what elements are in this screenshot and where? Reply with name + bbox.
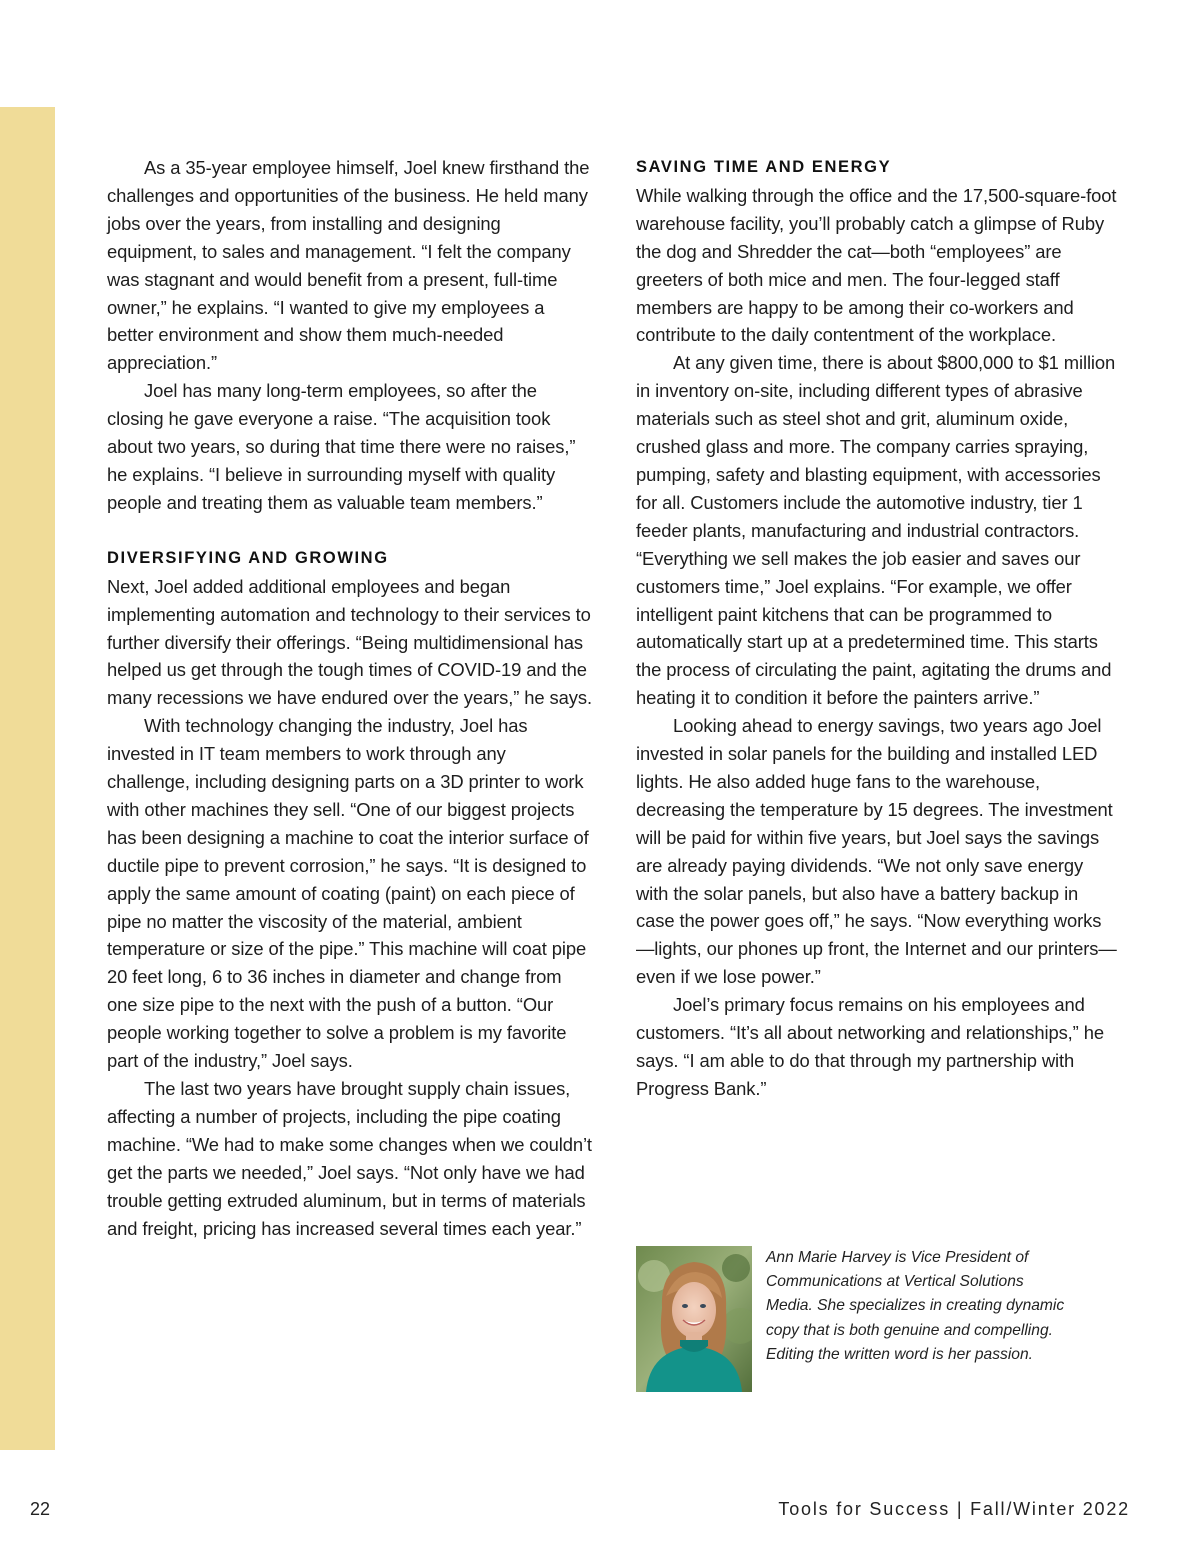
section-heading-diversifying: DIVERSIFYING AND GROWING: [107, 548, 389, 567]
left-paragraph-1: As a 35-year employee himself, Joel knew firsthand the challenges and opportunities of the business. He held many jobs over the years, from installing and designing equipment, to sales and management. “I felt the company was stagnant and would benefit from a present, full-time owner,” he explains. “I wanted to give my employees a better environment and show them much-needed appreciation.”: [107, 157, 590, 374]
right-paragraph-2: At any given time, there is about $800,000 to $1 million in inventory on-site, including different types of abrasive materials such as steel shot and grit, aluminum oxide, crushed glass and more. The company carries spraying, pumping, safety and blasting equipment, with accessories for all. Customers include the automotive industry, tier 1 feeder plants, manufacturing and industrial contractors. “Everything we sell makes the job easier and saves our customers time,” Joel explains. “For example, we offer intelligent paint kitchens that can be programmed to automatically start up at a predetermined time. This starts the process of circulating the paint, agitating the drums and heating it to condition it before the painters arrive.”: [636, 352, 1116, 709]
right-paragraph-1: While walking through the office and the 17,500-square-foot warehouse facility, you’ll probably catch a glimpse of Ruby the dog and Shredder the cat—both “employees” are greeters of both mice and men. The four-legged staff members are happy to be among their co-workers and contribute to the daily contentment of the workplace.: [636, 184, 1117, 346]
author-bio: [636, 1246, 1116, 1392]
page-number: 22: [30, 1499, 51, 1519]
section-heading-saving: SAVING TIME AND ENERGY: [636, 158, 892, 176]
right-paragraph-4: Joel’s primary focus remains on his employees and customers. “It’s all about networking and relationships,” he says. “I am able to do that through my partnership with Progress Bank.”: [636, 994, 1104, 1099]
publication-footer: Tools for Success | Fall/Winter 2022: [778, 1499, 1130, 1519]
left-paragraph-2: Joel has many long-term employees, so after the closing he gave everyone a raise. “The acquisition took about two years, so during that time there were no raises,” he explains. “I believe in surrounding myself with quality people and treating them as valuable team members.”: [107, 380, 576, 513]
right-paragraph-3: Looking ahead to energy savings, two years ago Joel invested in solar panels for the building and installed LED lights. He also added huge fans to the warehouse, decreasing the temperature by 15 degrees. The investment will be paid for within five years, but Joel says the savings are already paying dividends. “We not only save energy with the solar panels, but also have a battery backup in case the power goes off,” he says. “Now everything works—lights, our phones up front, the Internet and our printers—even if we lose power.”: [636, 715, 1117, 988]
right-column: [636, 154, 1118, 1103]
left-paragraph-4: With technology changing the industry, Joel has invested in IT team members to work through any challenge, including designing parts on a 3D printer to work with other machines they sell. “One of our biggest projects has been designing a machine to coat the interior surface of ductile pipe to prevent corrosion,” he says. “It is designed to apply the same amount of coating (paint) on each piece of pipe no matter the viscosity of the material, ambient temperature or size of the pipe.” This machine will coat pipe 20 feet long, 6 to 36 inches in diameter and change from one size pipe to the next with the push of a button. “Our people working together to solve a problem is my favorite part of the industry,” Joel says.: [107, 715, 589, 1072]
left-paragraph-3: Next, Joel added additional employees and began implementing automation and technology to their services to further diversify their offerings. “Being multidimensional has helped us get through the tough times of COVID-19 and the many recessions we have endured over the years,” he says.: [107, 575, 592, 709]
author-photo: [636, 1246, 752, 1392]
decorative-side-bar: [0, 107, 55, 1450]
left-column: [107, 154, 592, 1242]
author-bio-text: Ann Marie Harvey is Vice President of Communications at Vertical Solutions Media. She specializes in creating dynamic copy that is both genuine and compelling. Editing the written word is her passion.: [766, 1249, 1065, 1363]
left-paragraph-5: The last two years have brought supply chain issues, affecting a number of projects, including the pipe coating machine. “We had to make some changes when we couldn’t get the parts we needed,” Joel says. “Not only have we had trouble getting extruded aluminum, but in terms of materials and freight, pricing has increased several times each year.”: [107, 1078, 592, 1239]
